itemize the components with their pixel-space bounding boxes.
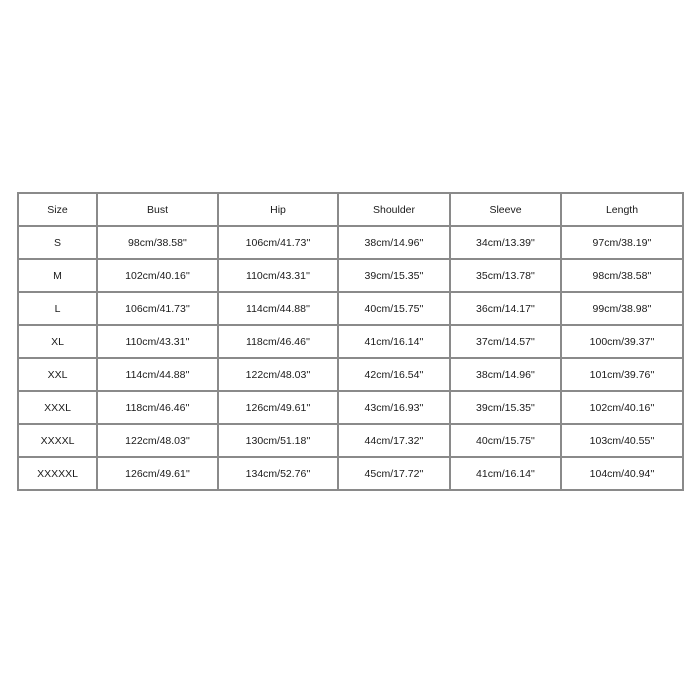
table-row — [18, 259, 683, 292]
length-cell: 99cm/38.98'' — [561, 292, 683, 325]
table-row — [18, 292, 683, 325]
hip-cell: 126cm/49.61'' — [218, 391, 338, 424]
length-cell: 97cm/38.19'' — [561, 226, 683, 259]
shoulder-cell: 42cm/16.54'' — [338, 358, 450, 391]
size-chart-table — [17, 192, 684, 491]
column-header-bust: Bust — [97, 193, 218, 226]
size-cell: XXXXXL — [18, 457, 97, 490]
bust-cell: 126cm/49.61'' — [97, 457, 218, 490]
sleeve-cell: 34cm/13.39'' — [450, 226, 561, 259]
column-header-length: Length — [561, 193, 683, 226]
table-header-row — [18, 193, 683, 226]
table-row — [18, 358, 683, 391]
table-row — [18, 226, 683, 259]
size-cell: XXXL — [18, 391, 97, 424]
length-cell: 104cm/40.94'' — [561, 457, 683, 490]
sleeve-cell: 39cm/15.35'' — [450, 391, 561, 424]
table-row — [18, 391, 683, 424]
bust-cell: 118cm/46.46'' — [97, 391, 218, 424]
length-cell: 101cm/39.76'' — [561, 358, 683, 391]
shoulder-cell: 39cm/15.35'' — [338, 259, 450, 292]
column-header-sleeve: Sleeve — [450, 193, 561, 226]
bust-cell: 110cm/43.31'' — [97, 325, 218, 358]
length-cell: 100cm/39.37'' — [561, 325, 683, 358]
table-row — [18, 325, 683, 358]
column-header-hip: Hip — [218, 193, 338, 226]
size-cell: L — [18, 292, 97, 325]
sleeve-cell: 40cm/15.75'' — [450, 424, 561, 457]
size-cell: M — [18, 259, 97, 292]
hip-cell: 122cm/48.03'' — [218, 358, 338, 391]
shoulder-cell: 43cm/16.93'' — [338, 391, 450, 424]
size-cell: S — [18, 226, 97, 259]
hip-cell: 134cm/52.76'' — [218, 457, 338, 490]
column-header-size: Size — [18, 193, 97, 226]
hip-cell: 118cm/46.46'' — [218, 325, 338, 358]
shoulder-cell: 40cm/15.75'' — [338, 292, 450, 325]
sleeve-cell: 38cm/14.96'' — [450, 358, 561, 391]
shoulder-cell: 44cm/17.32'' — [338, 424, 450, 457]
shoulder-cell: 45cm/17.72'' — [338, 457, 450, 490]
size-cell: XXL — [18, 358, 97, 391]
shoulder-cell: 41cm/16.14'' — [338, 325, 450, 358]
bust-cell: 98cm/38.58'' — [97, 226, 218, 259]
sleeve-cell: 41cm/16.14'' — [450, 457, 561, 490]
size-cell: XXXXL — [18, 424, 97, 457]
hip-cell: 114cm/44.88'' — [218, 292, 338, 325]
table-row — [18, 424, 683, 457]
hip-cell: 130cm/51.18'' — [218, 424, 338, 457]
shoulder-cell: 38cm/14.96'' — [338, 226, 450, 259]
column-header-shoulder: Shoulder — [338, 193, 450, 226]
bust-cell: 122cm/48.03'' — [97, 424, 218, 457]
sleeve-cell: 37cm/14.57'' — [450, 325, 561, 358]
length-cell: 102cm/40.16'' — [561, 391, 683, 424]
bust-cell: 102cm/40.16'' — [97, 259, 218, 292]
length-cell: 103cm/40.55'' — [561, 424, 683, 457]
hip-cell: 110cm/43.31'' — [218, 259, 338, 292]
hip-cell: 106cm/41.73'' — [218, 226, 338, 259]
sleeve-cell: 35cm/13.78'' — [450, 259, 561, 292]
length-cell: 98cm/38.58'' — [561, 259, 683, 292]
bust-cell: 114cm/44.88'' — [97, 358, 218, 391]
table-row — [18, 457, 683, 490]
bust-cell: 106cm/41.73'' — [97, 292, 218, 325]
sleeve-cell: 36cm/14.17'' — [450, 292, 561, 325]
size-cell: XL — [18, 325, 97, 358]
